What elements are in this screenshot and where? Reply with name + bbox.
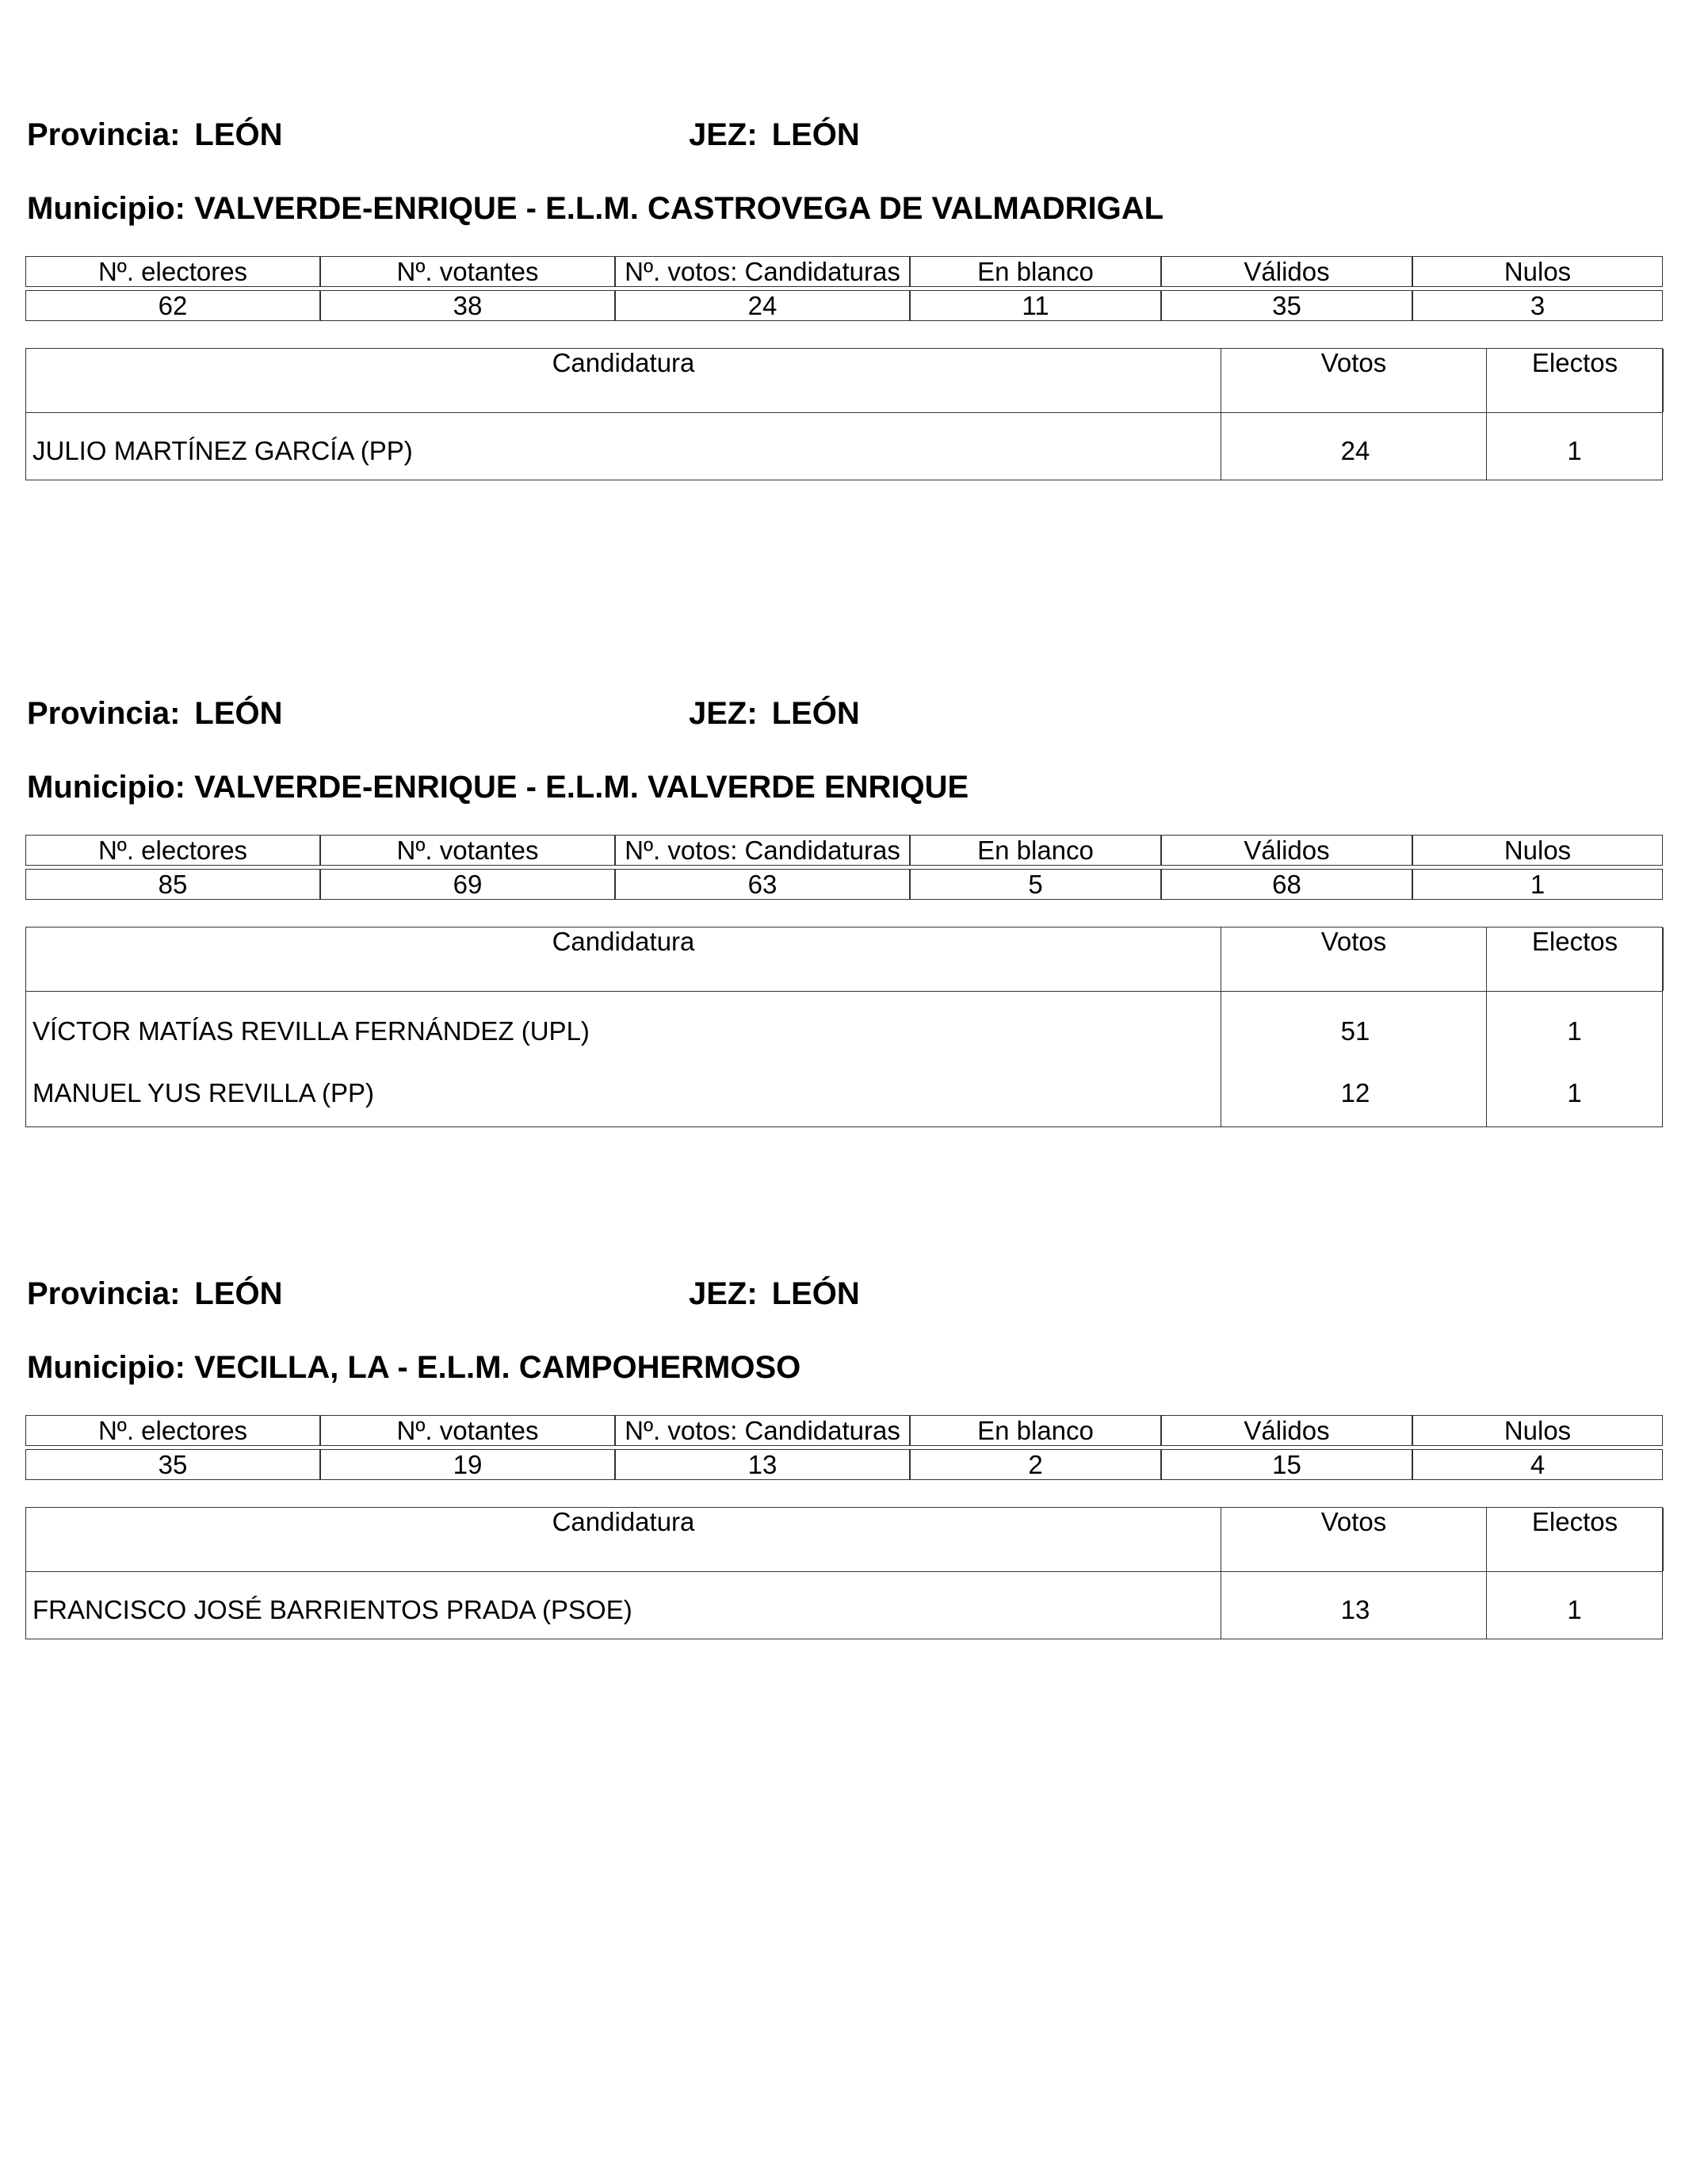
municipio-label: Municipio: bbox=[27, 1350, 185, 1385]
stats-nulos: 1 bbox=[1412, 869, 1663, 900]
stats-header-votos-candidaturas: Nº. votos: Candidaturas bbox=[615, 256, 910, 287]
electos-header: Electos bbox=[1486, 928, 1664, 991]
candidate-name: FRANCISCO JOSÉ BARRIENTOS PRADA (PSOE) bbox=[26, 1572, 1221, 1639]
stats-electores: 35 bbox=[25, 1449, 320, 1480]
stats-header-en-blanco: En blanco bbox=[910, 835, 1161, 866]
stats-votos-candidaturas: 63 bbox=[615, 869, 910, 900]
stats-header-nulos: Nulos bbox=[1412, 1415, 1663, 1446]
stats-votantes: 69 bbox=[320, 869, 615, 900]
stats-value-row bbox=[25, 290, 1663, 321]
stats-header-votantes: Nº. votantes bbox=[320, 835, 615, 866]
jez-value: LEÓN bbox=[771, 1276, 860, 1311]
table-row bbox=[26, 413, 1662, 480]
stats-header-validos: Válidos bbox=[1161, 1415, 1412, 1446]
provincia-label: Provincia: bbox=[27, 1276, 181, 1311]
stats-en-blanco: 2 bbox=[910, 1449, 1161, 1480]
stats-electores: 62 bbox=[25, 290, 320, 321]
stats-votantes: 19 bbox=[320, 1449, 615, 1480]
electos-header: Electos bbox=[1486, 349, 1664, 412]
stats-validos: 35 bbox=[1161, 290, 1412, 321]
municipio-value: VALVERDE-ENRIQUE - E.L.M. CASTROVEGA DE VALMADRIGAL bbox=[194, 191, 1164, 226]
stats-header-row bbox=[25, 1415, 1663, 1446]
candidate-electos: 1 bbox=[1486, 992, 1662, 1060]
stats-header-nulos: Nulos bbox=[1412, 256, 1663, 287]
jez-line bbox=[689, 1275, 860, 1313]
stats-validos: 68 bbox=[1161, 869, 1412, 900]
stats-electores: 85 bbox=[25, 869, 320, 900]
provincia-label: Provincia: bbox=[27, 117, 181, 152]
provincia-line bbox=[27, 1275, 283, 1313]
provincia-line bbox=[27, 694, 283, 732]
jez-label: JEZ: bbox=[689, 1276, 758, 1311]
municipio-label: Municipio: bbox=[27, 191, 185, 226]
votos-header: Votos bbox=[1320, 927, 1387, 956]
municipio-line bbox=[27, 768, 969, 806]
jez-value: LEÓN bbox=[771, 696, 860, 731]
candidatura-header: Candidatura bbox=[26, 349, 1221, 412]
provincia-line bbox=[27, 116, 283, 154]
candidate-electos: 1 bbox=[1486, 413, 1662, 480]
candidatura-header: Candidatura bbox=[26, 1508, 1221, 1571]
stats-header-electores: Nº. electores bbox=[25, 835, 320, 866]
stats-header-nulos: Nulos bbox=[1412, 835, 1663, 866]
table-row bbox=[26, 992, 1662, 1060]
stats-header-en-blanco: En blanco bbox=[910, 256, 1161, 287]
candidates-header-row bbox=[26, 349, 1662, 413]
candidates-table bbox=[25, 348, 1663, 480]
stats-en-blanco: 5 bbox=[910, 869, 1161, 900]
votos-header: Votos bbox=[1320, 348, 1387, 377]
candidate-votos: 51 bbox=[1340, 1016, 1370, 1046]
stats-header-row bbox=[25, 256, 1663, 287]
stats-table bbox=[25, 1415, 1663, 1480]
municipio-label: Municipio: bbox=[27, 770, 185, 805]
table-row bbox=[26, 1572, 1662, 1639]
municipio-line bbox=[27, 189, 1163, 228]
candidates-table bbox=[25, 927, 1663, 1127]
municipio-line bbox=[27, 1348, 800, 1387]
stats-votos-candidaturas: 13 bbox=[615, 1449, 910, 1480]
stats-nulos: 3 bbox=[1412, 290, 1663, 321]
stats-value-row bbox=[25, 1449, 1663, 1480]
stats-votantes: 38 bbox=[320, 290, 615, 321]
electos-header: Electos bbox=[1486, 1508, 1664, 1571]
stats-table bbox=[25, 256, 1663, 321]
candidate-votos: 12 bbox=[1340, 1078, 1370, 1107]
jez-line bbox=[689, 694, 860, 732]
stats-header-en-blanco: En blanco bbox=[910, 1415, 1161, 1446]
candidate-name: JULIO MARTÍNEZ GARCÍA (PP) bbox=[26, 413, 1221, 480]
stats-header-row bbox=[25, 835, 1663, 866]
candidate-electos: 1 bbox=[1486, 1060, 1662, 1126]
votos-header: Votos bbox=[1320, 1507, 1387, 1536]
candidates-table bbox=[25, 1507, 1663, 1639]
candidate-votos: 13 bbox=[1340, 1595, 1370, 1624]
stats-header-electores: Nº. electores bbox=[25, 1415, 320, 1446]
stats-table bbox=[25, 835, 1663, 900]
jez-line bbox=[689, 116, 860, 154]
candidate-electos: 1 bbox=[1486, 1572, 1662, 1639]
stats-value-row bbox=[25, 869, 1663, 900]
stats-header-votantes: Nº. votantes bbox=[320, 256, 615, 287]
stats-votos-candidaturas: 24 bbox=[615, 290, 910, 321]
candidates-header-row bbox=[26, 1508, 1662, 1572]
stats-nulos: 4 bbox=[1412, 1449, 1663, 1480]
provincia-value: LEÓN bbox=[194, 1276, 283, 1311]
municipio-value: VALVERDE-ENRIQUE - E.L.M. VALVERDE ENRIQUE bbox=[194, 770, 969, 805]
provincia-value: LEÓN bbox=[194, 117, 283, 152]
stats-header-votantes: Nº. votantes bbox=[320, 1415, 615, 1446]
jez-label: JEZ: bbox=[689, 117, 758, 152]
table-row bbox=[26, 1060, 1662, 1126]
candidate-name: VÍCTOR MATÍAS REVILLA FERNÁNDEZ (UPL) bbox=[26, 992, 1221, 1060]
candidate-votos: 24 bbox=[1340, 436, 1370, 465]
jez-value: LEÓN bbox=[771, 117, 860, 152]
stats-validos: 15 bbox=[1161, 1449, 1412, 1480]
provincia-label: Provincia: bbox=[27, 696, 181, 731]
stats-header-votos-candidaturas: Nº. votos: Candidaturas bbox=[615, 1415, 910, 1446]
stats-en-blanco: 11 bbox=[910, 290, 1161, 321]
jez-label: JEZ: bbox=[689, 696, 758, 731]
provincia-value: LEÓN bbox=[194, 696, 283, 731]
stats-header-votos-candidaturas: Nº. votos: Candidaturas bbox=[615, 835, 910, 866]
stats-header-validos: Válidos bbox=[1161, 835, 1412, 866]
stats-header-electores: Nº. electores bbox=[25, 256, 320, 287]
candidatura-header: Candidatura bbox=[26, 928, 1221, 991]
candidates-header-row bbox=[26, 928, 1662, 992]
candidate-name: MANUEL YUS REVILLA (PP) bbox=[26, 1060, 1221, 1126]
municipio-value: VECILLA, LA - E.L.M. CAMPOHERMOSO bbox=[194, 1350, 801, 1385]
stats-header-validos: Válidos bbox=[1161, 256, 1412, 287]
